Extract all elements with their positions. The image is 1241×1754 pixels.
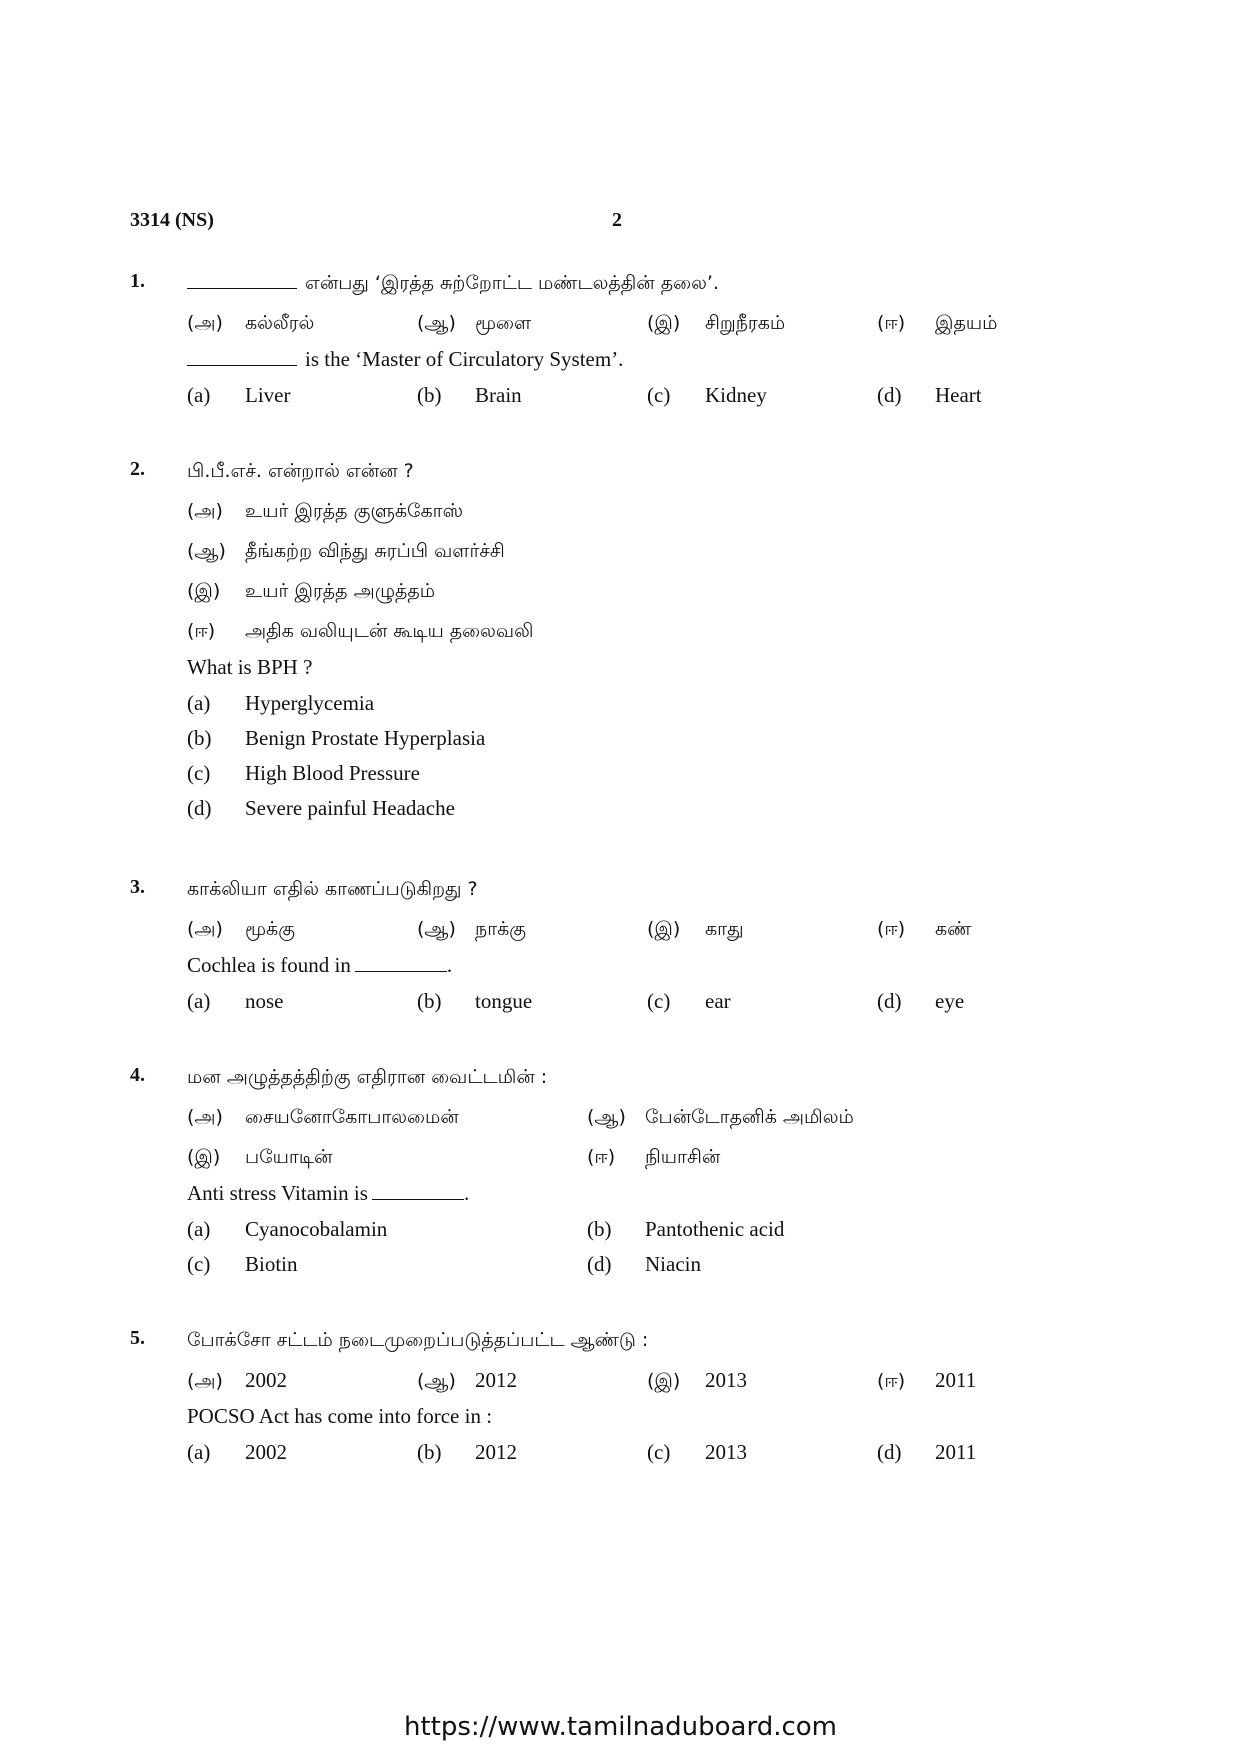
option-ta-c: (இ) 2013 [647,1368,747,1392]
question-stem-english: Cochlea is found in . [187,953,453,977]
option-ta-b: (ஆ) மூளை [417,312,532,334]
option-ta-d: (ஈ) நியாசின் [587,1146,721,1168]
option-ta-b: (ஆ) 2012 [417,1368,517,1392]
option-en-d: (d) eye [877,989,965,1013]
question-stem-tamil: போக்சோ சட்டம் நடைமுறைப்படுத்தப்பட்ட ஆண்டு : [187,1329,649,1351]
question-number: 1. [130,270,145,292]
english-options-row-1 [187,1216,1087,1244]
option-ta-d: (ஈ) 2011 [877,1368,977,1392]
question-stem-tamil: காக்லியா எதில் காணப்படுகிறது ? [187,878,478,900]
paper-code: 3314 (NS) [130,209,214,231]
english-options-row [187,1439,1087,1467]
option-en-a: (a) nose [187,989,284,1013]
question-stem-tamil: என்பது ‘இரத்த சுற்றோட்ட மண்டலத்தின் தலை’. [187,270,719,296]
question-number: 4. [130,1064,145,1086]
option-ta-b: (ஆ) பேன்டோதனிக் அமிலம் [587,1106,854,1128]
option-ta-d: (ஈ) அதிக வலியுடன் கூடிய தலைவலி [187,620,534,642]
option-en-d: (d) Heart [877,383,982,407]
option-en-a: (a) Hyperglycemia [187,691,375,715]
tamil-options-row-2 [187,1144,1087,1172]
english-options-row-2 [187,1251,1087,1279]
question-stem-english: POCSO Act has come into force in : [187,1404,493,1428]
answer-blank [372,1181,464,1200]
option-en-b: (b) Benign Prostate Hyperplasia [187,726,486,750]
option-en-b: (b) Pantothenic acid [587,1217,785,1241]
option-en-a: (a) Liver [187,383,291,407]
option-en-d: (d) Niacin [587,1252,701,1276]
option-ta-d: (ஈ) கண் [877,918,972,940]
option-en-c: (c) High Blood Pressure [187,761,420,785]
option-ta-c: (இ) உயர் இரத்த அழுத்தம் [187,580,436,602]
option-en-c: (c) Biotin [187,1252,298,1276]
question-number: 2. [130,458,145,480]
tamil-options-row [187,310,1087,338]
answer-blank [355,953,447,972]
option-en-a: (a) 2002 [187,1440,287,1464]
option-en-c: (c) Kidney [647,383,767,407]
page-number: 2 [612,209,622,231]
english-options-row [187,988,1087,1016]
option-ta-a: (அ) கல்லீரல் [187,312,315,334]
option-ta-c: (இ) காது [647,918,744,940]
option-ta-c: (இ) பயோடின் [187,1146,333,1168]
option-en-d: (d) 2011 [877,1440,977,1464]
option-en-c: (c) 2013 [647,1440,747,1464]
option-ta-b: (ஆ) தீங்கற்ற விந்து சுரப்பி வளர்ச்சி [187,540,505,562]
question-stem-english: What is BPH ? [187,655,313,679]
answer-blank [187,347,297,366]
option-en-a: (a) Cyanocobalamin [187,1217,388,1241]
option-en-b: (b) 2012 [417,1440,517,1464]
option-en-b: (b) tongue [417,989,533,1013]
answer-blank [187,270,297,289]
tamil-options-row [187,1367,1087,1395]
option-en-b: (b) Brain [417,383,522,407]
tamil-options-row [187,916,1087,944]
question-stem-english: Anti stress Vitamin is . [187,1181,470,1205]
question-stem-tamil: பி.பீ.எச். என்றால் என்ன ? [187,460,414,482]
website-footer-link[interactable]: https://www.tamilnaduboard.com [403,1712,838,1742]
question-stem-english: is the ‘Master of Circulatory System’. [187,346,623,372]
option-en-c: (c) ear [647,989,731,1013]
question-stem-tamil: மன அழுத்தத்திற்கு எதிரான வைட்டமின் : [187,1066,548,1088]
option-ta-a: (அ) உயர் இரத்த குளுக்கோஸ் [187,500,463,522]
question-number: 5. [130,1327,145,1349]
option-ta-b: (ஆ) நாக்கு [417,918,527,940]
english-options-row [187,382,1087,410]
option-ta-a: (அ) சையனோகோபாலமைன் [187,1106,459,1128]
option-ta-c: (இ) சிறுநீரகம் [647,312,786,334]
option-ta-a: (அ) மூக்கு [187,918,295,940]
question-number: 3. [130,876,145,898]
option-ta-d: (ஈ) இதயம் [877,312,998,334]
option-en-d: (d) Severe painful Headache [187,796,455,820]
tamil-options-row-1 [187,1104,1087,1132]
option-ta-a: (அ) 2002 [187,1368,287,1392]
